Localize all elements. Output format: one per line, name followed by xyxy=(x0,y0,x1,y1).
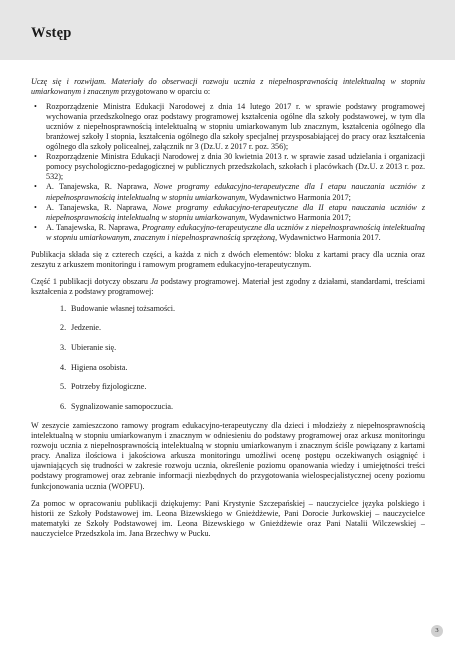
list-item: 1. Budowanie własnej tożsamości. xyxy=(60,303,176,313)
intro-italic: Uczę się i rozwijam. Materiały do obserwacji rozwoju ucznia z niepełnosprawnością intelektualną w stopniu umiarkowanym i znacznym xyxy=(31,77,425,97)
section-header xyxy=(0,0,455,60)
reference-item: • A. Tanajewska, R. Naprawa, Nowe programy edukacyjno-terapeutyczne dla I etapu nauczania uczniów z niepełnosprawnością intelektualną w stopniu umiarkowanym, Wydawnictwo Harmonia 2017; xyxy=(34,182,425,202)
bullet-icon: • xyxy=(34,152,37,162)
bullet-icon: • xyxy=(34,102,37,112)
bullet-icon: • xyxy=(34,222,37,232)
reference-item: • Rozporządzenie Ministra Edukacji Narodowej z dnia 30 kwietnia 2013 r. w sprawie zasad udzielania i organizacji pomocy psychologiczno-pedagogicznej w publicznych przedszkolach, szkołach i placówkach (Dz.U. z 2013 r. poz. 532); xyxy=(34,152,425,182)
reference-item: • A. Tanajewska, R. Naprawa, Programy edukacyjno-terapeutyczne dla uczniów z niepełnosprawnością intelektualną w stopniu umiarkowanym, znacznym i niepełnosprawnością sprzężoną, Wydawnictwo Harmonia 2017. xyxy=(34,222,425,242)
intro-paragraph xyxy=(31,77,425,97)
program-paragraph: W zeszycie zamieszczono ramowy program edukacyjno-terapeutyczny dla dzieci i młodzieży z niepełnosprawnością intelektualną w stopniu umiarkowanym i znacznym w odniesieniu do podstawy programowej oraz arkusz monitoringu rozwoju ucznia z niepełnosprawnością intelektualną w stopniu umiarkowanym i znacznym ściśle powiązany z kartami pracy. Analiza ilościowa i jakościowa arkusza monitoringu umożliwi ocenę postępu oczekiwanych osiągnięć i ujawniających się trudności w zakresie rozwoju ucznia, określenie poziomu opanowania wiedzy i umiejętności treści podstawy programowej oraz zebranie informacji niezbędnych do przygotowania wielospecjalistycznej oceny poziomu funkcjonowania ucznia (WOPFU). xyxy=(31,421,425,491)
bullet-icon: • xyxy=(34,202,37,212)
acknowledgements-paragraph: Za pomoc w opracowaniu publikacji dziękujemy: Pani Krystynie Szczepańskiej – nauczycielce języka polskiego i historii ze Szkoły Podstawowej im. Leona Bizewskiego w Gnieżdżewie, Pani Dorocie Jurkowskiej – nauczycielce matematyki ze Szkoły Podstawowej im. Leona Bizewskiego w Gnieżdżewie oraz Pani Natalii Wilczewskiej – nauczycielce Przedszkola im. Jana Brzechwy w Pucku. xyxy=(31,498,425,538)
structure-paragraph: Publikacja składa się z czterech części, a każda z nich z dwóch elementów: bloku z kartami pracy dla ucznia oraz zeszytu z arkuszem monitoringu i ramowym programem edukacyjno-terapeutycznym. xyxy=(31,249,425,269)
intro-rest: przygotowano w oparciu o: xyxy=(119,87,211,97)
list-item: 5. Potrzeby fizjologiczne. xyxy=(60,382,147,392)
list-item: 6. Sygnalizowanie samopoczucia. xyxy=(60,401,174,411)
section-title: Wstęp xyxy=(31,25,72,41)
part-one-paragraph: Część 1 publikacji dotyczy obszaru Ja podstawy programowej. Materiał jest zgodny z działami, standardami, treściami kształcenia z podstawy programowej: xyxy=(31,276,425,296)
list-item: 4. Higiena osobista. xyxy=(60,362,128,372)
page-number: 3 xyxy=(431,625,443,637)
reference-item: • A. Tanajewska, R. Naprawa, Nowe programy edukacyjno-terapeutyczne dla II etapu nauczania uczniów z niepełnosprawnością intelektualną w stopniu umiarkowanym, Wydawnictwo Harmonia 2017; xyxy=(34,202,425,222)
page-content xyxy=(31,77,425,546)
bullet-icon: • xyxy=(34,182,37,192)
list-item: 2. Jedzenie. xyxy=(60,323,102,333)
areas-list xyxy=(31,304,425,412)
reference-list xyxy=(31,102,425,243)
list-item: 3. Ubieranie się. xyxy=(60,343,117,353)
reference-item: • Rozporządzenie Ministra Edukacji Narodowej z dnia 14 lutego 2017 r. w sprawie podstawy programowej wychowania przedszkolnego oraz podstawy programowej kształcenia ogólne dla szkoły podstawowej, w tym dla uczniów z niepełnosprawnością intelektualną w stopniu umiarkowanym lub znacznym, kształcenia ogólnego dla branżowej szkoły I stopnia, kształcenia ogólnego dla szkoły specjalnej przysposabiającej do pracy oraz kształcenia ogólnego dla szkoły policealnej, załącznik nr 3 (Dz.U. z 2017 r. poz. 356); xyxy=(34,102,425,152)
